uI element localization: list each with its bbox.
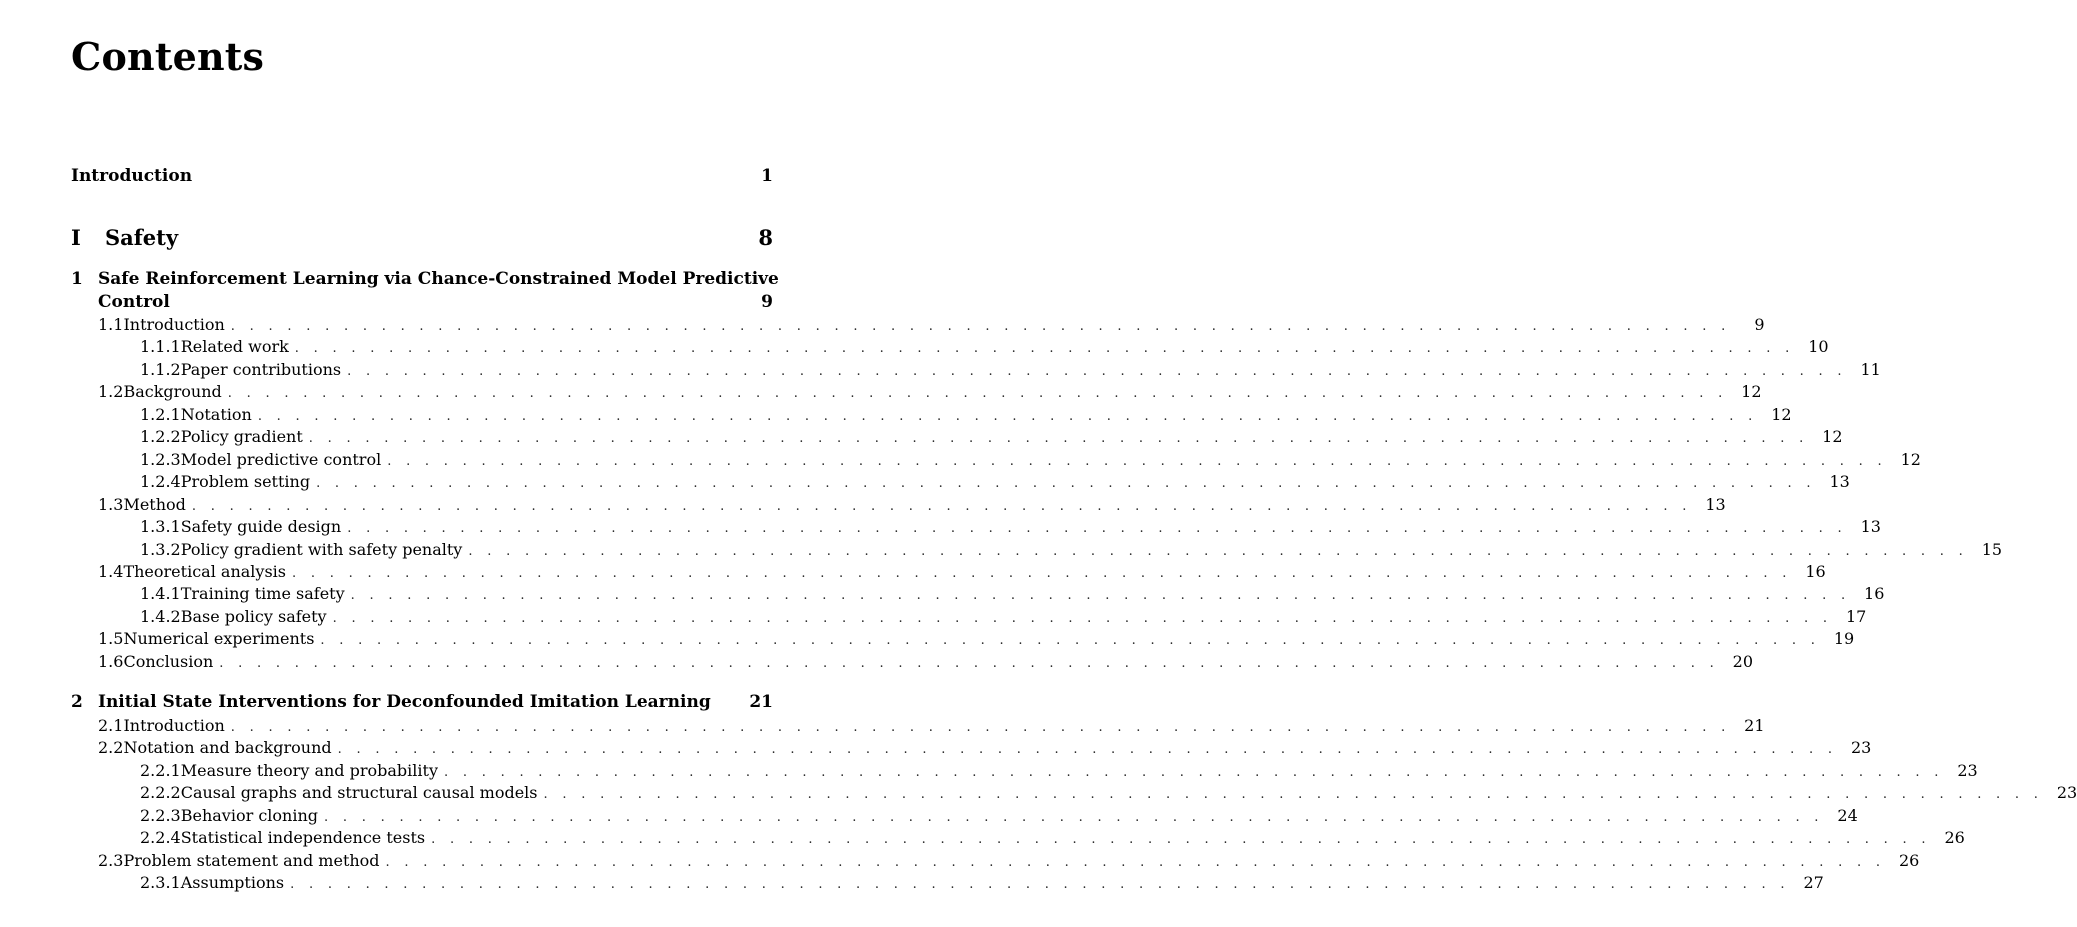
entry-page: 16 [1805, 561, 1826, 581]
entry-label: Problem setting [180, 472, 311, 492]
toc-subsection-2-2-1[interactable] [71, 760, 1978, 780]
entry-page: 23 [1851, 738, 1872, 758]
entry-label: Model predictive control [180, 449, 382, 469]
entry-page: 23 [1957, 760, 1978, 780]
dot-leader: . . . . . . . . . . . . . . . . . . . . . . . . . . . . . . . . . . . . . . . . . . . . . . . . . . . . . . . . . . . . . . . . . . . . . . . . . . . . . . . . [230, 720, 1731, 735]
dot-leader: . . . . . . . . . . . . . . . . . . . . . . . . . . . . . . . . . . . . . . . . . . . . . . . . . . . . . . . . . . . . . . . . . . . . . . . . . . . . . . . . [337, 742, 1838, 758]
entry-label: Introduction [71, 166, 193, 186]
toc-subsection-2-3-1[interactable] [71, 873, 1824, 893]
dot-leader: . . . . . . . . . . . . . . . . . . . . . . . . . . . . . . . . . . . . . . . . . . . . . . . . . . . . . . . . . . . . . . . . . . . . . . . . . . . . . . . . [290, 877, 1790, 893]
toc-section-1-5[interactable] [71, 629, 1855, 649]
chapter-title: Initial State Interventions for Deconfounded Imitation Learning [98, 692, 711, 712]
entry-label: Statistical independence tests [180, 828, 426, 848]
entry-label: Problem statement and method [123, 850, 380, 870]
toc-subsection-1-2-2[interactable] [71, 427, 1843, 447]
entry-page: 9 [1754, 315, 1765, 334]
entry-label: Theoretical analysis [123, 561, 286, 581]
toc-chapter-1-line1[interactable] [71, 269, 779, 289]
entry-page: 13 [1829, 472, 1850, 492]
dot-leader: . . . . . . . . . . . . . . . . . . . . . . . . . . . . . . . . . . . . . . . . . . . . . . . . . . . . . . . . . . . . . . . . . . . . . . . . . . . . . . . . [468, 543, 1969, 559]
entry-number: 1.2.4 [140, 472, 181, 492]
entry-label: Method [123, 494, 186, 514]
toc-subsection-1-4-2[interactable] [71, 606, 1867, 626]
toc-subsection-1-1-2[interactable] [71, 359, 1881, 379]
dot-leader: . . . . . . . . . . . . . . . . . . . . . . . . . . . . . . . . . . . . . . . . . . . . . . . . . . . . . . . . . . . . . . . . . . . . . . . . . . . . . . . . [291, 565, 1792, 581]
entry-number: 1.2 [98, 382, 124, 402]
toc-entry-introduction[interactable] [71, 166, 773, 186]
entry-label: Paper contributions [180, 359, 342, 379]
toc-subsection-2-2-4[interactable] [71, 828, 1965, 848]
entry-label: Related work [180, 337, 289, 357]
page-title: Contents [71, 34, 265, 79]
toc-part-heading[interactable] [71, 225, 773, 250]
dot-leader: . . . . . . . . . . . . . . . . . . . . . . . . . . . . . . . . . . . . . . . . . . . . . . . . . . . . . . . . . . . . . . . . . . . . . . . . . . . . . . . . [227, 386, 1728, 402]
toc-subsection-1-3-2[interactable] [71, 539, 2003, 559]
entry-number: 1.3.2 [140, 539, 181, 559]
entry-number: 1.3 [98, 494, 124, 514]
dot-leader: . . . . . . . . . . . . . . . . . . . . . . . . . . . . . . . . . . . . . . . . . . . . . . . . . . . . . . . . . . . . . . . . . . . . . . . . . . . . . . . . [257, 408, 1758, 424]
toc-section-1-3[interactable] [71, 494, 1726, 514]
entry-page: 19 [1833, 629, 1855, 649]
entry-number: 2.2.3 [140, 805, 181, 825]
toc-section-2-3[interactable] [71, 850, 1920, 870]
entry-number: 1.3.1 [140, 517, 181, 537]
entry-page: 24 [1837, 805, 1858, 825]
entry-label: Introduction [123, 716, 225, 735]
entry-number: 1.1 [98, 315, 124, 334]
entry-label: Base policy safety [180, 606, 327, 626]
entry-label: Introduction [123, 315, 225, 334]
entry-page: 26 [1944, 828, 1965, 848]
dot-leader: . . . . . . . . . . . . . . . . . . . . . . . . . . . . . . . . . . . . . . . . . . . . . . . . . . . . . . . . . . . . . . . . . . . . . . . . . . . . . . . . [431, 832, 1931, 848]
entry-label: Background [123, 382, 222, 402]
entry-page: 13 [1705, 494, 1726, 514]
toc-subsection-2-2-3[interactable] [71, 805, 1858, 825]
entry-label: Assumptions [180, 873, 285, 893]
entry-label: Policy gradient with safety penalty [180, 539, 463, 559]
toc-section-1-6[interactable] [71, 651, 1754, 671]
entry-label: Notation [180, 404, 252, 424]
entry-page: 12 [1822, 427, 1843, 447]
toc-subsection-2-2-2[interactable] [71, 783, 2077, 803]
entry-page: 17 [1845, 606, 1867, 626]
toc-section-2-2[interactable] [71, 738, 1872, 758]
dot-leader: . . . . . . . . . . . . . . . . . . . . . . . . . . . . . . . . . . . . . . . . . . . . . . . . . . . . . . . . . . . . . . . . . . . . . . . . . . . . . . . . [332, 610, 1833, 626]
entry-number: 1.2.1 [140, 404, 181, 424]
toc-section-1-4[interactable] [71, 561, 1826, 581]
part-page: 8 [758, 225, 773, 250]
entry-page: 23 [2056, 783, 2077, 803]
entry-number: 2.3.1 [140, 873, 181, 893]
dot-leader: . . . . . . . . . . . . . . . . . . . . . . . . . . . . . . . . . . . . . . . . . . . . . . . . . . . . . . . . . . . . . . . . . . . . . . . . . . . . . . . . [347, 363, 1847, 379]
entry-page: 1 [761, 166, 773, 186]
dot-leader: . . . . . . . . . . . . . . . . . . . . . . . . . . . . . . . . . . . . . . . . . . . . . . . . . . . . . . . . . . . . . . . . . . . . . . . . . . . . . . . . [219, 655, 1720, 671]
entry-number: 2.2.2 [140, 783, 181, 803]
entry-page: 11 [1860, 359, 1881, 379]
entry-page: 15 [1981, 539, 2003, 559]
chapter-number: 2 [71, 692, 83, 712]
part-number: I [71, 225, 81, 250]
entry-label: Safety guide design [180, 517, 342, 537]
entry-number: 1.4 [98, 561, 124, 581]
dot-leader: . . . . . . . . . . . . . . . . . . . . . . . . . . . . . . . . . . . . . . . . . . . . . . . . . . . . . . . . . . . . . . . . . . . . . . . . . . . . . . . . [443, 764, 1944, 780]
chapter-number: 1 [71, 269, 83, 289]
entry-number: 1.2.3 [140, 449, 181, 469]
chapter-title-line2: Control [98, 292, 170, 312]
entry-number: 1.5 [98, 629, 124, 649]
entry-number: 2.2.4 [140, 828, 181, 848]
dot-leader: . . . . . . . . . . . . . . . . . . . . . . . . . . . . . . . . . . . . . . . . . . . . . . . . . . . . . . . . . . . . . . . . . . . . . . . . . . . . . . . . [324, 809, 1824, 825]
dot-leader: . . . . . . . . . . . . . . . . . . . . . . . . . . . . . . . . . . . . . . . . . . . . . . . . . . . . . . . . . . . . . . . . . . . . . . . . . . . . . . . . [230, 319, 1731, 334]
entry-number: 1.4.2 [140, 606, 181, 626]
toc-subsection-1-2-3[interactable] [71, 449, 1921, 469]
entry-label: Notation and background [123, 738, 332, 758]
part-label: Safety [105, 225, 179, 250]
entry-label: Training time safety [180, 584, 345, 604]
entry-page: 26 [1898, 850, 1920, 870]
dot-leader: . . . . . . . . . . . . . . . . . . . . . . . . . . . . . . . . . . . . . . . . . . . . . . . . . . . . . . . . . . . . . . . . . . . . . . . . . . . . . . . . [191, 498, 1692, 514]
entry-page: 16 [1864, 584, 1885, 604]
entry-label: Measure theory and probability [180, 760, 438, 780]
entry-label: Causal graphs and structural causal models [180, 783, 538, 803]
entry-number: 2.2.1 [140, 760, 181, 780]
toc-subsection-1-4-1[interactable] [71, 584, 1885, 604]
entry-page: 12 [1741, 382, 1762, 402]
dot-leader: . . . . . . . . . . . . . . . . . . . . . . . . . . . . . . . . . . . . . . . . . . . . . . . . . . . . . . . . . . . . . . . . . . . . . . . . . . . . . . . . [350, 588, 1851, 604]
entry-number: 1.2.2 [140, 427, 181, 447]
entry-page: 10 [1808, 337, 1829, 357]
entry-page: 20 [1732, 651, 1754, 671]
toc-subsection-1-3-1[interactable] [71, 517, 1881, 537]
toc-section-1-2[interactable] [71, 382, 1762, 402]
entry-label: Numerical experiments [123, 629, 315, 649]
dot-leader: . . . . . . . . . . . . . . . . . . . . . . . . . . . . . . . . . . . . . . . . . . . . . . . . . . . . . . . . . . . . . . . . . . . . . . . . . . . . . . . . [294, 341, 1795, 357]
dot-leader: . . . . . . . . . . . . . . . . . . . . . . . . . . . . . . . . . . . . . . . . . . . . . . . . . . . . . . . . . . . . . . . . . . . . . . . . . . . . . . . . [543, 787, 2044, 803]
dot-leader: . . . . . . . . . . . . . . . . . . . . . . . . . . . . . . . . . . . . . . . . . . . . . . . . . . . . . . . . . . . . . . . . . . . . . . . . . . . . . . . . [320, 633, 1821, 649]
toc-subsection-1-2-4[interactable] [71, 472, 1850, 492]
entry-label: Policy gradient [180, 427, 303, 447]
toc-chapter-2[interactable] [71, 692, 773, 712]
toc-section-2-1[interactable] [71, 716, 1765, 735]
entry-number: 2.2 [98, 738, 124, 758]
toc-subsection-1-1-1[interactable] [71, 337, 1829, 357]
toc-chapter-1-line2[interactable] [71, 292, 773, 312]
chapter-page: 21 [749, 692, 773, 712]
dot-leader: . . . . . . . . . . . . . . . . . . . . . . . . . . . . . . . . . . . . . . . . . . . . . . . . . . . . . . . . . . . . . . . . . . . . . . . . . . . . . . . . [387, 453, 1887, 469]
entry-page: 12 [1900, 449, 1921, 469]
entry-page: 21 [1744, 716, 1765, 735]
entry-label: Behavior cloning [180, 805, 318, 825]
dot-leader: . . . . . . . . . . . . . . . . . . . . . . . . . . . . . . . . . . . . . . . . . . . . . . . . . . . . . . . . . . . . . . . . . . . . . . . . . . . . . . . . [385, 854, 1886, 870]
dot-leader: . . . . . . . . . . . . . . . . . . . . . . . . . . . . . . . . . . . . . . . . . . . . . . . . . . . . . . . . . . . . . . . . . . . . . . . . . . . . . . . . [347, 521, 1847, 537]
chapter-title-line1: Safe Reinforcement Learning via Chance-Constrained Model Predictive [98, 269, 779, 289]
entry-page: 27 [1803, 873, 1824, 893]
entry-number: 1.4.1 [140, 584, 181, 604]
toc-subsection-1-2-1[interactable] [71, 404, 1792, 424]
chapter-page: 9 [761, 292, 773, 312]
dot-leader: . . . . . . . . . . . . . . . . . . . . . . . . . . . . . . . . . . . . . . . . . . . . . . . . . . . . . . . . . . . . . . . . . . . . . . . . . . . . . . . . [308, 431, 1809, 447]
entry-number: 1.1.2 [140, 359, 181, 379]
entry-number: 1.1.1 [140, 337, 181, 357]
entry-number: 2.1 [98, 716, 124, 735]
entry-page: 13 [1860, 517, 1881, 537]
entry-label: Conclusion [123, 651, 214, 671]
entry-page: 12 [1771, 404, 1792, 424]
dot-leader: . . . . . . . . . . . . . . . . . . . . . . . . . . . . . . . . . . . . . . . . . . . . . . . . . . . . . . . . . . . . . . . . . . . . . . . . . . . . . . . . [316, 476, 1816, 492]
entry-number: 1.6 [98, 651, 124, 671]
toc-section-1-1[interactable] [71, 315, 1765, 334]
entry-number: 2.3 [98, 850, 124, 870]
